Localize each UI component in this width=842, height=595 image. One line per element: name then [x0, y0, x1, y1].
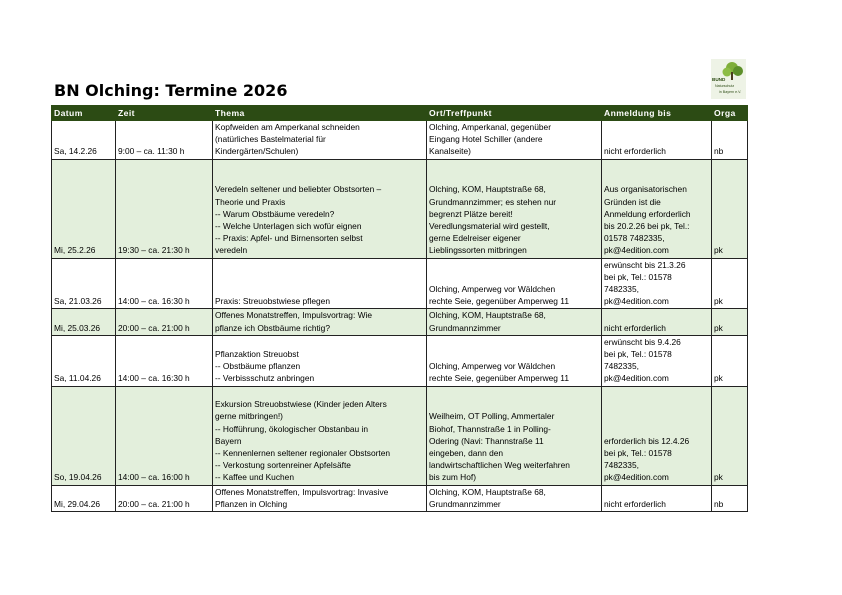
table-row — [52, 258, 748, 309]
schedule-table — [51, 105, 748, 512]
cell-thema: Exkursion Streuobstwiese (Kinder jeden Alters gerne mitbringen!) -- Hofführung, ökologischer Obstanbau in Bayern -- Kennenlernen seltener regionaler Obstsorten -- Verkostung sortenreiner Apfelsäfte -- Kaffee und Kuchen — [213, 386, 427, 485]
cell-orga: pk — [712, 258, 748, 309]
cell-orga: nb — [712, 121, 748, 160]
cell-ort: Olching, KOM, Hauptstraße 68, Grundmannzimmer; es stehen nur begrenzt Plätze bereit! Veredlungsmaterial wird gestellt, gerne Edelreiser eigener Lieblingssorten mitbringen — [427, 159, 602, 258]
table-row — [52, 386, 748, 485]
cell-ort: Olching, Amperkanal, gegenüber Eingang Hotel Schiller (andere Kanalseite) — [427, 121, 602, 160]
cell-zeit: 9:00 – ca. 11:30 h — [116, 121, 213, 160]
cell-datum: So, 19.04.26 — [52, 386, 116, 485]
cell-zeit: 14:00 – ca. 16:30 h — [116, 335, 213, 386]
cell-ort: Olching, KOM, Hauptstraße 68, Grundmannzimmer — [427, 309, 602, 335]
cell-zeit: 20:00 – ca. 21:00 h — [116, 309, 213, 335]
table-row — [52, 309, 748, 335]
svg-text:in Bayern e.V.: in Bayern e.V. — [719, 90, 742, 94]
table-row — [52, 159, 748, 258]
cell-ort: Olching, Amperweg vor Wäldchen rechte Seie, gegenüber Amperweg 11 — [427, 258, 602, 309]
cell-thema: Kopfweiden am Amperkanal schneiden (natürliches Bastelmaterial für Kindergärten/Schulen) — [213, 121, 427, 160]
column-header-orga: Orga — [712, 106, 748, 121]
cell-anmeldung: nicht erforderlich — [602, 309, 712, 335]
cell-ort: Weilheim, OT Polling, Ammertaler Biohof, Thannstraße 1 in Polling- Odering (Navi: Thannstraße 11 eingeben, dann den landwirtschaftlichen Weg weiterfahren bis zum Hof) — [427, 386, 602, 485]
cell-datum: Mi, 29.04.26 — [52, 485, 116, 511]
table-header-row — [52, 106, 748, 121]
cell-zeit: 19:30 – ca. 21:30 h — [116, 159, 213, 258]
cell-thema: Veredeln seltener und beliebter Obstsorten – Theorie und Praxis -- Warum Obstbäume veredeln? -- Welche Unterlagen sich wofür eignen -- Praxis: Apfel- und Birnensorten selbst veredeln — [213, 159, 427, 258]
cell-thema: Pflanzaktion Streuobst -- Obstbäume pflanzen -- Verbissschutz anbringen — [213, 335, 427, 386]
cell-zeit: 20:00 – ca. 21:00 h — [116, 485, 213, 511]
cell-orga: pk — [712, 335, 748, 386]
cell-orga: pk — [712, 386, 748, 485]
cell-anmeldung: nicht erforderlich — [602, 121, 712, 160]
tree-logo-icon — [711, 59, 746, 99]
column-header-ort: Ort/Treffpunkt — [427, 106, 602, 121]
cell-anmeldung: nicht erforderlich — [602, 485, 712, 511]
cell-zeit: 14:00 – ca. 16:00 h — [116, 386, 213, 485]
cell-anmeldung: Aus organisatorischen Gründen ist die Anmeldung erforderlich bis 20.2.26 bei pk, Tel.: 01578 7482335, pk@4edition.com — [602, 159, 712, 258]
cell-thema: Offenes Monatstreffen, Impulsvortrag: Wie pflanze ich Obstbäume richtig? — [213, 309, 427, 335]
cell-orga: pk — [712, 309, 748, 335]
cell-thema: Praxis: Streuobstwiese pflegen — [213, 258, 427, 309]
cell-datum: Sa, 21.03.26 — [52, 258, 116, 309]
svg-text:Naturschutz: Naturschutz — [715, 84, 735, 88]
page-title: BN Olching: Termine 2026 — [54, 81, 288, 100]
cell-thema: Offenes Monatstreffen, Impulsvortrag: Invasive Pflanzen in Olching — [213, 485, 427, 511]
table-row — [52, 121, 748, 160]
cell-anmeldung: erwünscht bis 9.4.26 bei pk, Tel.: 01578 7482335, pk@4edition.com — [602, 335, 712, 386]
cell-datum: Mi, 25.2.26 — [52, 159, 116, 258]
svg-text:BUND: BUND — [712, 77, 726, 82]
cell-ort: Olching, Amperweg vor Wäldchen rechte Seie, gegenüber Amperweg 11 — [427, 335, 602, 386]
cell-ort: Olching, KOM, Hauptstraße 68, Grundmannzimmer — [427, 485, 602, 511]
cell-orga: pk — [712, 159, 748, 258]
cell-anmeldung: erwünscht bis 21.3.26 bei pk, Tel.: 01578 7482335, pk@4edition.com — [602, 258, 712, 309]
cell-datum: Sa, 14.2.26 — [52, 121, 116, 160]
column-header-thema: Thema — [213, 106, 427, 121]
table-row — [52, 485, 748, 511]
column-header-datum: Datum — [52, 106, 116, 121]
table-row — [52, 335, 748, 386]
cell-orga: nb — [712, 485, 748, 511]
cell-zeit: 14:00 – ca. 16:30 h — [116, 258, 213, 309]
column-header-anmeldung: Anmeldung bis — [602, 106, 712, 121]
cell-anmeldung: erforderlich bis 12.4.26 bei pk, Tel.: 01578 7482335, pk@4edition.com — [602, 386, 712, 485]
bund-logo — [711, 59, 746, 99]
cell-datum: Sa, 11.04.26 — [52, 335, 116, 386]
cell-datum: Mi, 25.03.26 — [52, 309, 116, 335]
column-header-zeit: Zeit — [116, 106, 213, 121]
